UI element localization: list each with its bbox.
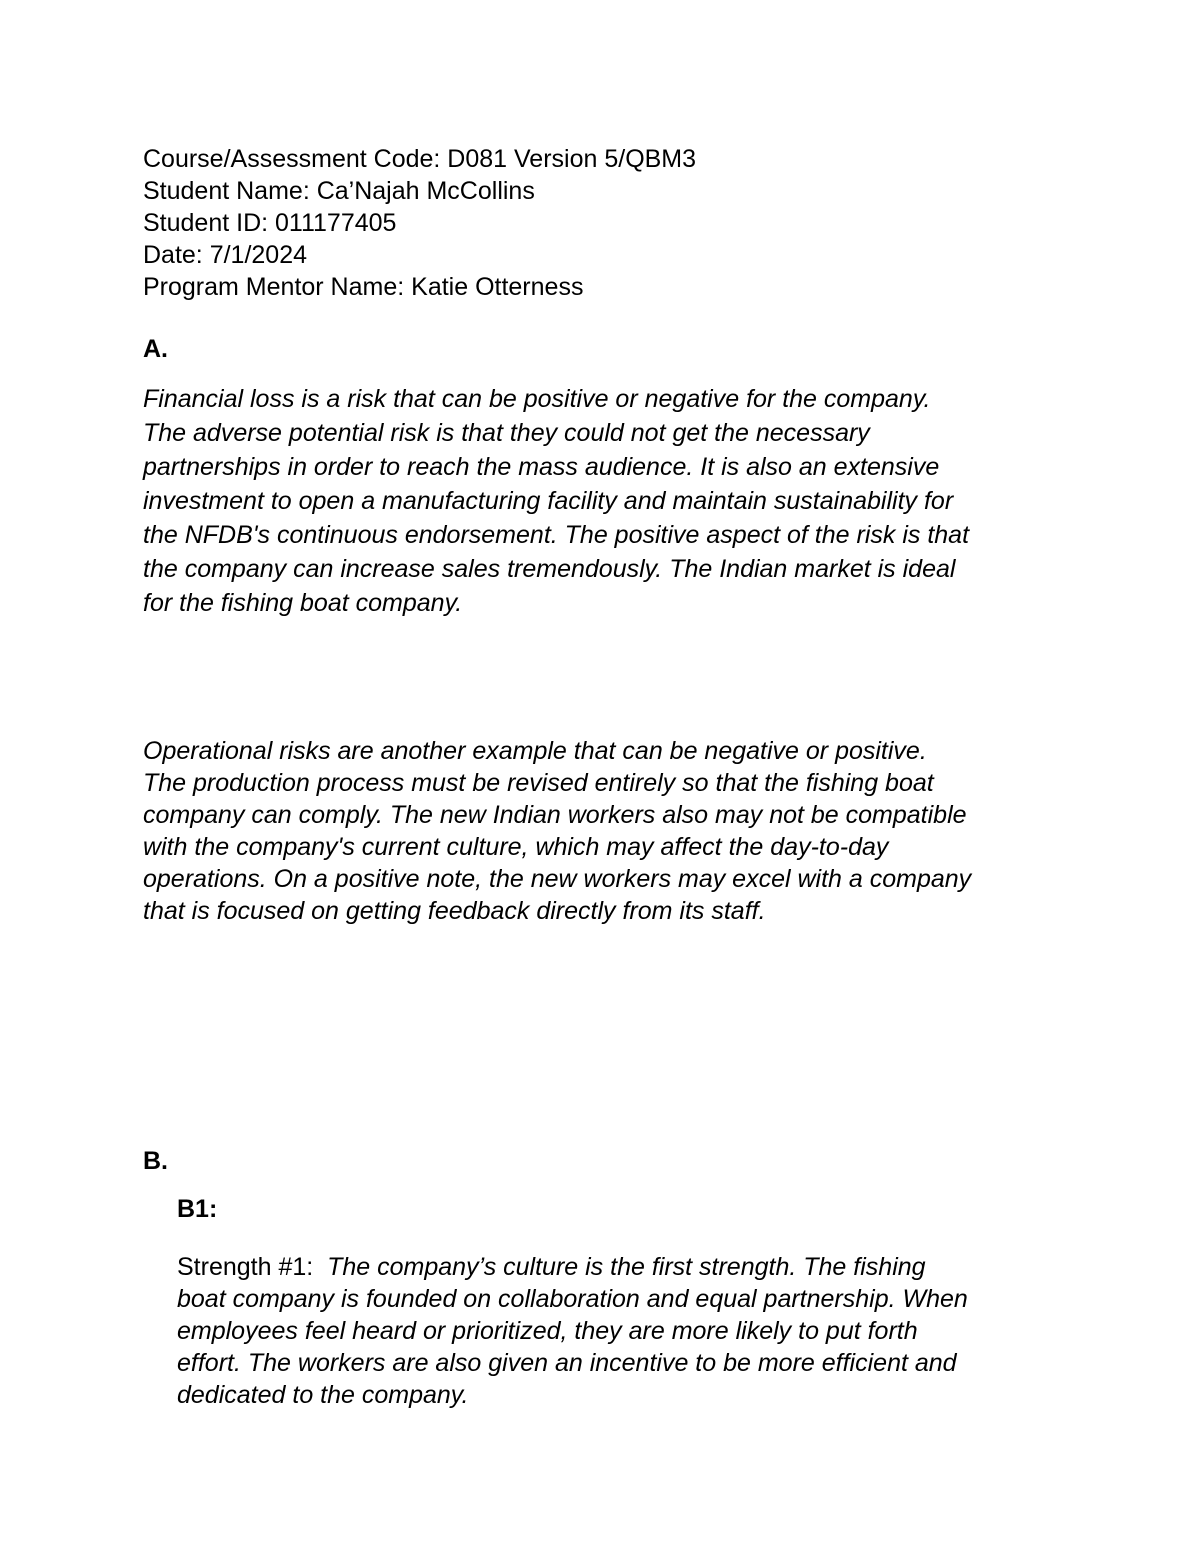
paragraph-line: boat company is founded on collaboration and equal partnership. When <box>177 1285 968 1313</box>
paragraph-line: The production process must be revised entirely so that the fishing boat <box>143 769 934 797</box>
paragraph-line: company can comply. The new Indian workers also may not be compatible <box>143 801 967 829</box>
paragraph-line: with the company's current culture, which may affect the day-to-day <box>143 833 889 861</box>
paragraph-line: the NFDB's continuous endorsement. The positive aspect of the risk is that <box>143 521 970 549</box>
section-b1-heading: B1: <box>177 1195 218 1223</box>
section-a-heading: A. <box>143 335 168 363</box>
paragraph-line <box>177 1251 968 1283</box>
paragraph-line: dedicated to the company. <box>177 1381 469 1409</box>
paragraph-line: Financial loss is a risk that can be positive or negative for the company. <box>143 385 931 413</box>
strength-label: Strength #1: <box>177 1253 314 1281</box>
course-code: Course/Assessment Code: D081 Version 5/QBM3 <box>143 145 697 173</box>
strength-text: The company’s culture is the first strength. The fishing <box>327 1253 926 1281</box>
paragraph-line: effort. The workers are also given an incentive to be more efficient and <box>177 1349 957 1377</box>
paragraph-line: the company can increase sales tremendously. The Indian market is ideal <box>143 555 956 583</box>
student-id: Student ID: 011177405 <box>143 209 397 237</box>
paragraph-line: that is focused on getting feedback directly from its staff. <box>143 897 766 925</box>
paragraph-line: The adverse potential risk is that they could not get the necessary <box>143 419 870 447</box>
section-a-paragraph-1 <box>143 382 969 620</box>
student-name: Student Name: Ca’Najah McCollins <box>143 177 535 205</box>
strength-1-paragraph <box>177 1251 968 1411</box>
document-header <box>143 143 696 303</box>
program-mentor: Program Mentor Name: Katie Otterness <box>143 273 584 301</box>
section-b-heading: B. <box>143 1147 168 1175</box>
paragraph-line: partnerships in order to reach the mass audience. It is also an extensive <box>143 453 940 481</box>
paragraph-line: employees feel heard or prioritized, they are more likely to put forth <box>177 1317 918 1345</box>
date: Date: 7/1/2024 <box>143 241 308 269</box>
paragraph-line: Operational risks are another example that can be negative or positive. <box>143 737 927 765</box>
paragraph-line: operations. On a positive note, the new workers may excel with a company <box>143 865 972 893</box>
paragraph-line: for the fishing boat company. <box>143 589 463 617</box>
section-a-paragraph-2 <box>143 735 971 927</box>
paragraph-line: investment to open a manufacturing facility and maintain sustainability for <box>143 487 954 515</box>
